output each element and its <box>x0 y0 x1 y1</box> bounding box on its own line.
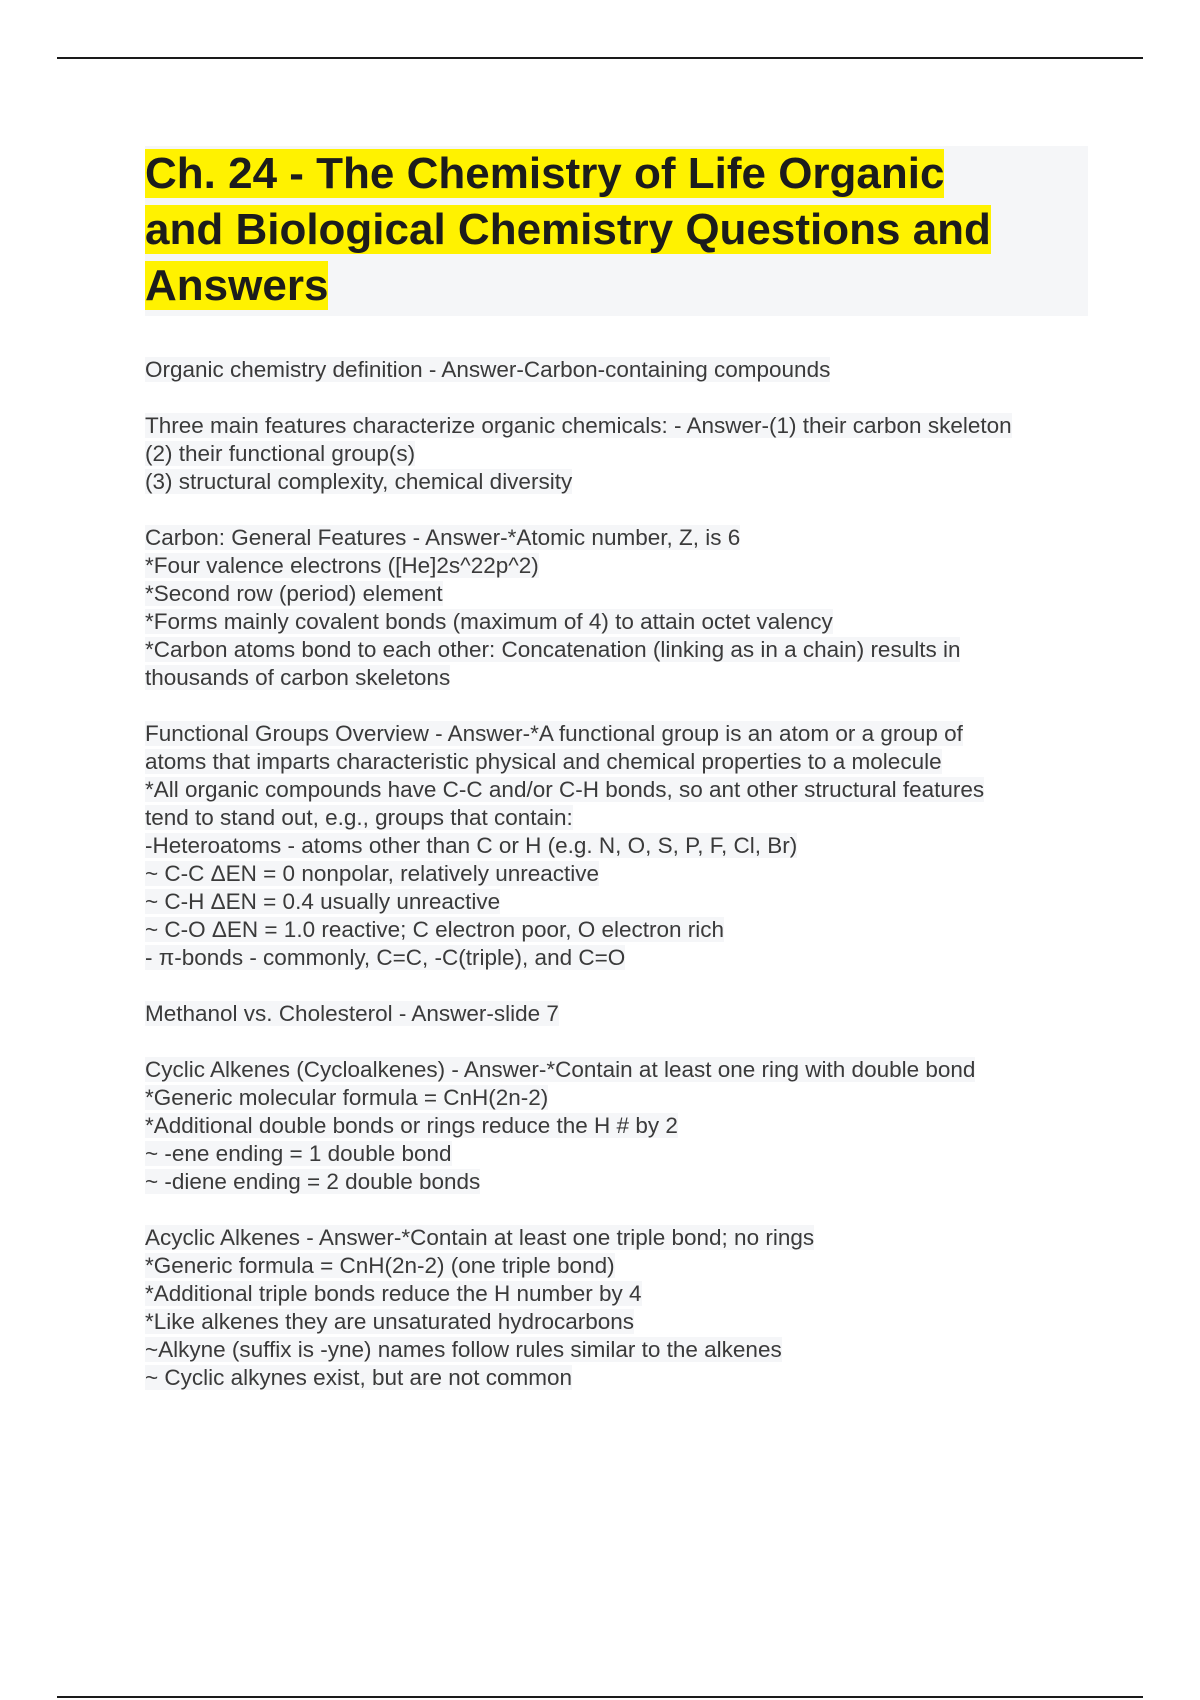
qa-line-text: Organic chemistry definition - Answer-Carbon-containing compounds <box>145 357 831 382</box>
qa-list <box>145 356 1105 1420</box>
qa-line-text: (2) their functional group(s) <box>145 441 416 466</box>
qa-line <box>145 552 1105 580</box>
qa-line <box>145 860 1105 888</box>
qa-line-text: *Generic molecular formula = CnH(2n-2) <box>145 1085 549 1110</box>
qa-line-text: Methanol vs. Cholesterol - Answer-slide 7 <box>145 1001 559 1026</box>
qa-line <box>145 580 1105 608</box>
qa-line-text: *Forms mainly covalent bonds (maximum of 4) to attain octet valency <box>145 609 833 634</box>
qa-line-text: *Like alkenes they are unsaturated hydrocarbons <box>145 1309 635 1334</box>
qa-line <box>145 1168 1105 1196</box>
qa-line-text: ~Alkyne (suffix is -yne) names follow rules similar to the alkenes <box>145 1337 782 1362</box>
qa-line <box>145 1056 1105 1084</box>
qa-line-text: *Four valence electrons ([He]2s^22p^2) <box>145 553 539 578</box>
qa-item <box>145 1056 1105 1196</box>
bottom-rule <box>57 1696 1143 1698</box>
qa-line-text: - π-bonds - commonly, C=C, -C(triple), and C=O <box>145 945 626 970</box>
qa-line-text: *All organic compounds have C-C and/or C-H bonds, so ant other structural features <box>145 777 985 802</box>
page-title <box>145 146 1088 314</box>
title-block <box>145 146 1088 316</box>
qa-line <box>145 1280 1105 1308</box>
qa-line-text: ~ -ene ending = 1 double bond <box>145 1141 452 1166</box>
qa-line <box>145 1140 1105 1168</box>
qa-line <box>145 1336 1105 1364</box>
title-line: Ch. 24 - The Chemistry of Life Organic <box>145 149 945 198</box>
qa-item <box>145 356 1105 384</box>
title-line: and Biological Chemistry Questions and <box>145 205 991 254</box>
qa-line <box>145 1252 1105 1280</box>
qa-line-text: Three main features characterize organic chemicals: - Answer-(1) their carbon skeleton <box>145 413 1012 438</box>
qa-item <box>145 1224 1105 1392</box>
qa-line <box>145 720 1105 748</box>
qa-item <box>145 720 1105 972</box>
qa-line-text: ~ Cyclic alkynes exist, but are not common <box>145 1365 573 1390</box>
qa-item <box>145 524 1105 692</box>
qa-line-text: ~ C-O ΔEN = 1.0 reactive; C electron poor, O electron rich <box>145 917 725 942</box>
qa-line <box>145 748 1105 776</box>
qa-line-text: Carbon: General Features - Answer-*Atomic number, Z, is 6 <box>145 525 741 550</box>
qa-line <box>145 356 1105 384</box>
qa-line <box>145 664 1105 692</box>
qa-line-text: *Generic formula = CnH(2n-2) (one triple bond) <box>145 1253 615 1278</box>
qa-item <box>145 412 1105 496</box>
qa-line-text: Functional Groups Overview - Answer-*A functional group is an atom or a group of <box>145 721 963 746</box>
qa-line-text: *Additional double bonds or rings reduce the H # by 2 <box>145 1113 678 1138</box>
qa-line-text: ~ -diene ending = 2 double bonds <box>145 1169 481 1194</box>
qa-line-text: Acyclic Alkenes - Answer-*Contain at least one triple bond; no rings <box>145 1225 815 1250</box>
qa-line <box>145 1308 1105 1336</box>
qa-line-text: *Second row (period) element <box>145 581 443 606</box>
qa-line <box>145 804 1105 832</box>
qa-line <box>145 1000 1105 1028</box>
qa-line <box>145 412 1105 440</box>
qa-line <box>145 636 1105 664</box>
qa-line <box>145 832 1105 860</box>
qa-line-text: (3) structural complexity, chemical diversity <box>145 469 573 494</box>
qa-line-text: tend to stand out, e.g., groups that contain: <box>145 805 573 830</box>
qa-line <box>145 1084 1105 1112</box>
qa-line-text: ~ C-H ΔEN = 0.4 usually unreactive <box>145 889 501 914</box>
qa-line-text: atoms that imparts characteristic physical and chemical properties to a molecule <box>145 749 942 774</box>
qa-line <box>145 776 1105 804</box>
qa-line <box>145 524 1105 552</box>
qa-line <box>145 1224 1105 1252</box>
qa-line <box>145 440 1105 468</box>
qa-line-text: thousands of carbon skeletons <box>145 665 451 690</box>
qa-line-text: ~ C-C ΔEN = 0 nonpolar, relatively unreactive <box>145 861 599 886</box>
qa-line <box>145 1112 1105 1140</box>
title-line: Answers <box>145 261 329 310</box>
qa-line <box>145 888 1105 916</box>
qa-line <box>145 468 1105 496</box>
qa-line <box>145 608 1105 636</box>
qa-line <box>145 944 1105 972</box>
top-rule <box>57 57 1143 59</box>
qa-line-text: *Carbon atoms bond to each other: Concatenation (linking as in a chain) results in <box>145 637 961 662</box>
qa-line-text: Cyclic Alkenes (Cycloalkenes) - Answer-*Contain at least one ring with double bond <box>145 1057 976 1082</box>
qa-line <box>145 916 1105 944</box>
qa-line <box>145 1364 1105 1392</box>
qa-item <box>145 1000 1105 1028</box>
qa-line-text: *Additional triple bonds reduce the H number by 4 <box>145 1281 642 1306</box>
qa-line-text: -Heteroatoms - atoms other than C or H (e.g. N, O, S, P, F, Cl, Br) <box>145 833 798 858</box>
